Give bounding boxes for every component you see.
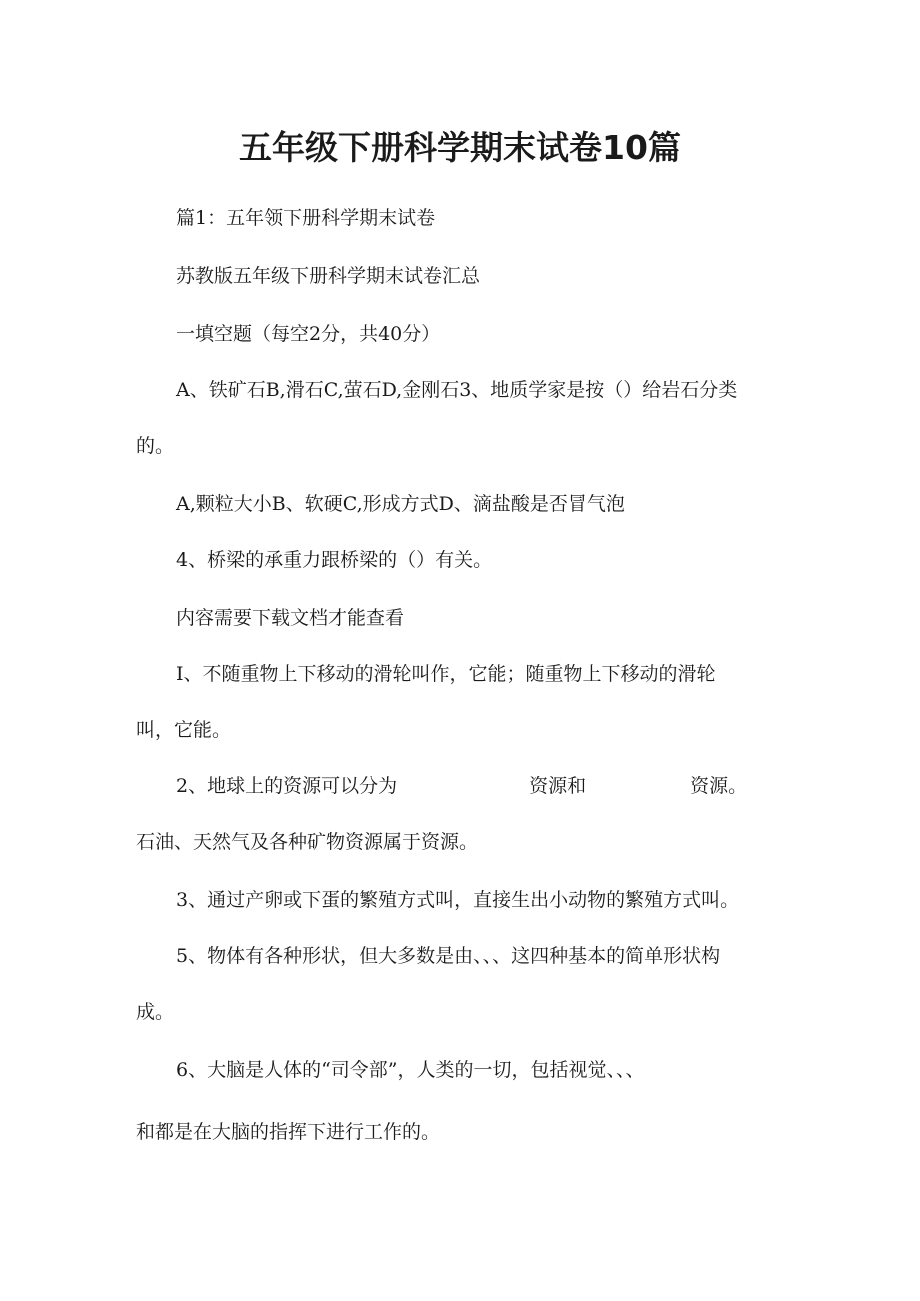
document-title: 五年级下册科学期末试卷10篇 — [239, 128, 681, 167]
question-line: A、铁矿石B,滑石C,萤石D,金刚石3、地质学家是按（）给岩石分类 — [176, 379, 738, 401]
options-line: A,颗粒大小B、软硬C,形成方式D、滴盐酸是否冒气泡 — [176, 493, 625, 515]
question-line-continued: 和都是在大脑的指挥下进行工作的。 — [136, 1121, 441, 1143]
question-line: 5、物体有各种形状，但大多数是由、、、这四种基本的简单形状构 — [176, 945, 721, 967]
question-line-continued: 石油、天然气及各种矿物资源属于资源。 — [136, 831, 479, 853]
question-line: 3、通过产卵或下蛋的繁殖方式叫，直接生出小动物的繁殖方式叫。 — [176, 889, 740, 911]
question-line-continued: 成。 — [136, 1001, 175, 1023]
question-line-continued: 的。 — [136, 435, 175, 457]
question-line-continued: 叫，它能。 — [136, 719, 232, 741]
fill-blank-heading: 一填空题（每空2分，共40分） — [176, 323, 441, 345]
question-line: 4、桥梁的承重力跟桥梁的（）有关。 — [176, 549, 493, 571]
question-line: 6、大脑是人体的“司令部”，人类的一切，包括视觉、、、 — [176, 1059, 645, 1081]
question-text: 2、地球上的资源可以分为 — [176, 775, 398, 797]
download-notice: 内容需要下载文档才能查看 — [176, 607, 405, 629]
section-heading: 篇1：五年领下册科学期末试卷 — [176, 207, 436, 229]
subtitle: 苏教版五年级下册科学期末试卷汇总 — [176, 265, 481, 287]
question-text: 资源和 — [529, 775, 587, 797]
question-line: I、不随重物上下移动的滑轮叫作，它能；随重物上下移动的滑轮 — [176, 663, 716, 685]
question-line — [176, 774, 747, 798]
question-text: 资源。 — [690, 775, 748, 797]
